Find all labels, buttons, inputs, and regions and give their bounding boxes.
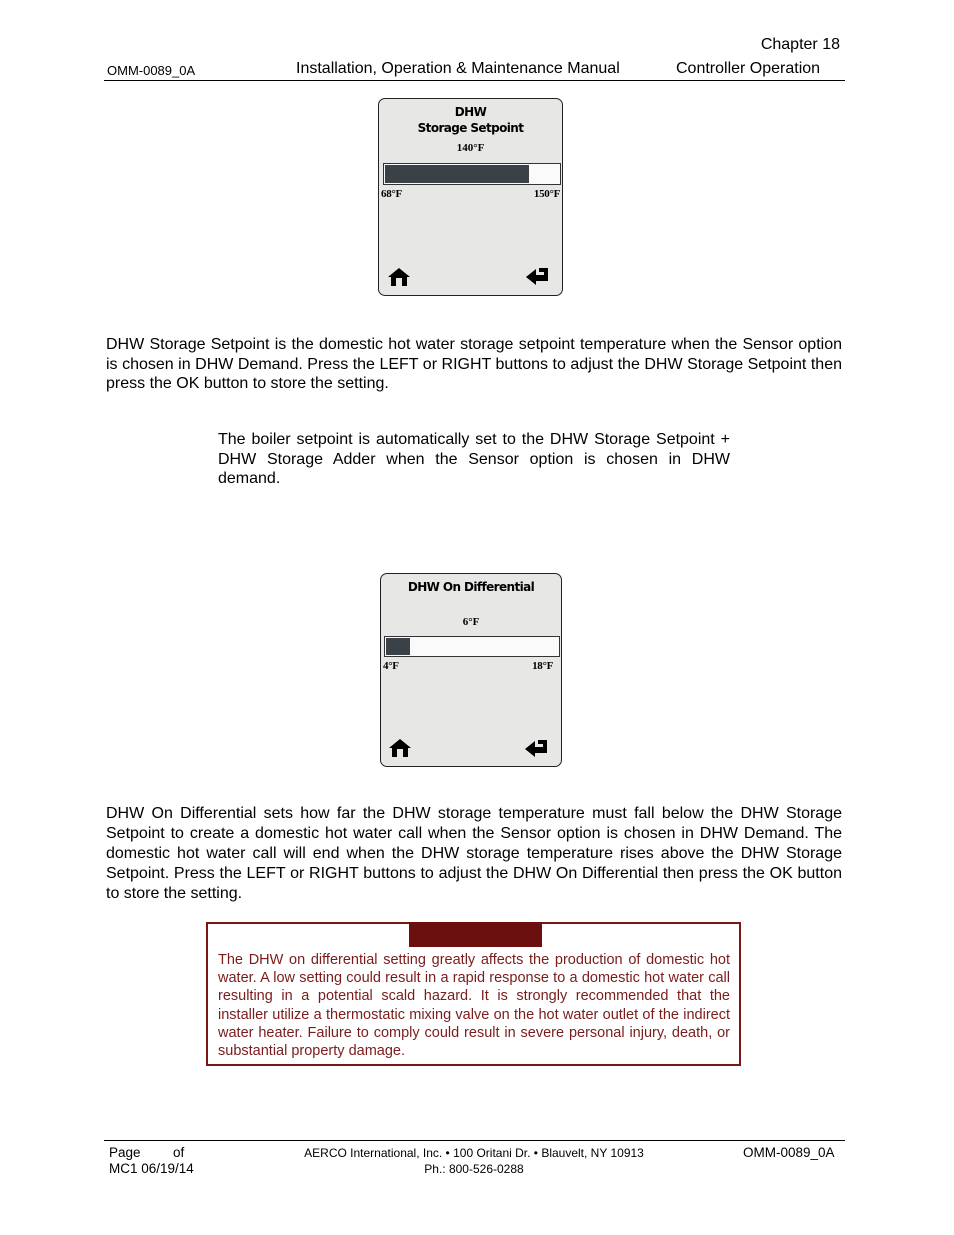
- home-icon[interactable]: [387, 737, 413, 759]
- home-icon[interactable]: [386, 266, 412, 288]
- dhw-on-differential-screen: [380, 573, 562, 767]
- setpoint-slider[interactable]: [383, 163, 561, 185]
- chapter-label: Chapter 18: [760, 36, 840, 53]
- setpoint-value: 140°F: [456, 142, 485, 154]
- header-doc-code: OMM-0089_0A: [107, 63, 196, 78]
- warning-box: [206, 922, 741, 1066]
- slider-min-label: 68°F: [381, 188, 402, 200]
- slider-fill: [386, 638, 410, 655]
- back-arrow-icon[interactable]: [525, 265, 551, 287]
- back-arrow-icon[interactable]: [524, 737, 550, 759]
- page-of-label: of: [173, 1145, 185, 1160]
- company-phone: Ph.: 800-526-0288: [424, 1162, 524, 1176]
- header-divider: [104, 80, 845, 81]
- manual-title: Installation, Operation & Maintenance Manual: [296, 60, 620, 77]
- dhw-storage-setpoint-screen: [378, 98, 563, 296]
- page-label: Page: [109, 1145, 141, 1160]
- setpoint-note: The boiler setpoint is automatically set to the DHW Storage Setpoint + DHW Storage Adder when the Sensor option is chosen in DHW demand.: [218, 431, 730, 487]
- on-differential-description: DHW On Differential sets how far the DHW storage temperature must fall below the DHW Storage Setpoint to create a domestic hot water call when the Sensor option is chosen in DHW Demand. The domestic hot water call will end when the DHW storage temperature rises above the DHW Storage Setpoint. Press the LEFT or RIGHT buttons to adjust the DHW On Differential then press the OK button to store the setting.: [106, 805, 842, 902]
- section-title: Controller Operation: [676, 60, 821, 77]
- footer-divider: [104, 1140, 845, 1141]
- differential-slider[interactable]: [384, 636, 560, 657]
- differential-value: 6°F: [462, 616, 480, 628]
- slider-fill: [385, 165, 529, 183]
- footer-doc-code: OMM-0089_0A: [743, 1145, 835, 1160]
- slider-max-label: 150°F: [533, 188, 560, 200]
- slider-min-label: 4°F: [383, 660, 399, 672]
- warning-header-bar: [409, 922, 542, 947]
- storage-setpoint-description: DHW Storage Setpoint is the domestic hot water storage setpoint temperature when the Sensor option is chosen in DHW Demand. Press the LEFT or RIGHT buttons to adjust the DHW Storage Setpoint then press the OK button to store the setting.: [106, 336, 842, 392]
- screen-title-line2: Storage Setpoint: [417, 121, 524, 135]
- company-address: AERCO International, Inc. • 100 Oritani Dr. • Blauvelt, NY 10913: [304, 1146, 644, 1160]
- screen-title: DHW On Differential: [407, 580, 535, 594]
- screen-title-line1: DHW: [454, 105, 487, 119]
- slider-max-label: 18°F: [532, 660, 553, 672]
- warning-text: The DHW on differential setting greatly affects the production of domestic hot water. A low setting could result in a rapid response to a domestic hot water call resulting in a potential scald hazard. It is strongly recommended that the installer utilize a thermostatic mixing valve on the hot water outlet of the indirect water heater. Failure to comply could result in severe personal injury, death, or substantial property damage.: [218, 952, 730, 1060]
- revision-label: MC1 06/19/14: [109, 1161, 194, 1176]
